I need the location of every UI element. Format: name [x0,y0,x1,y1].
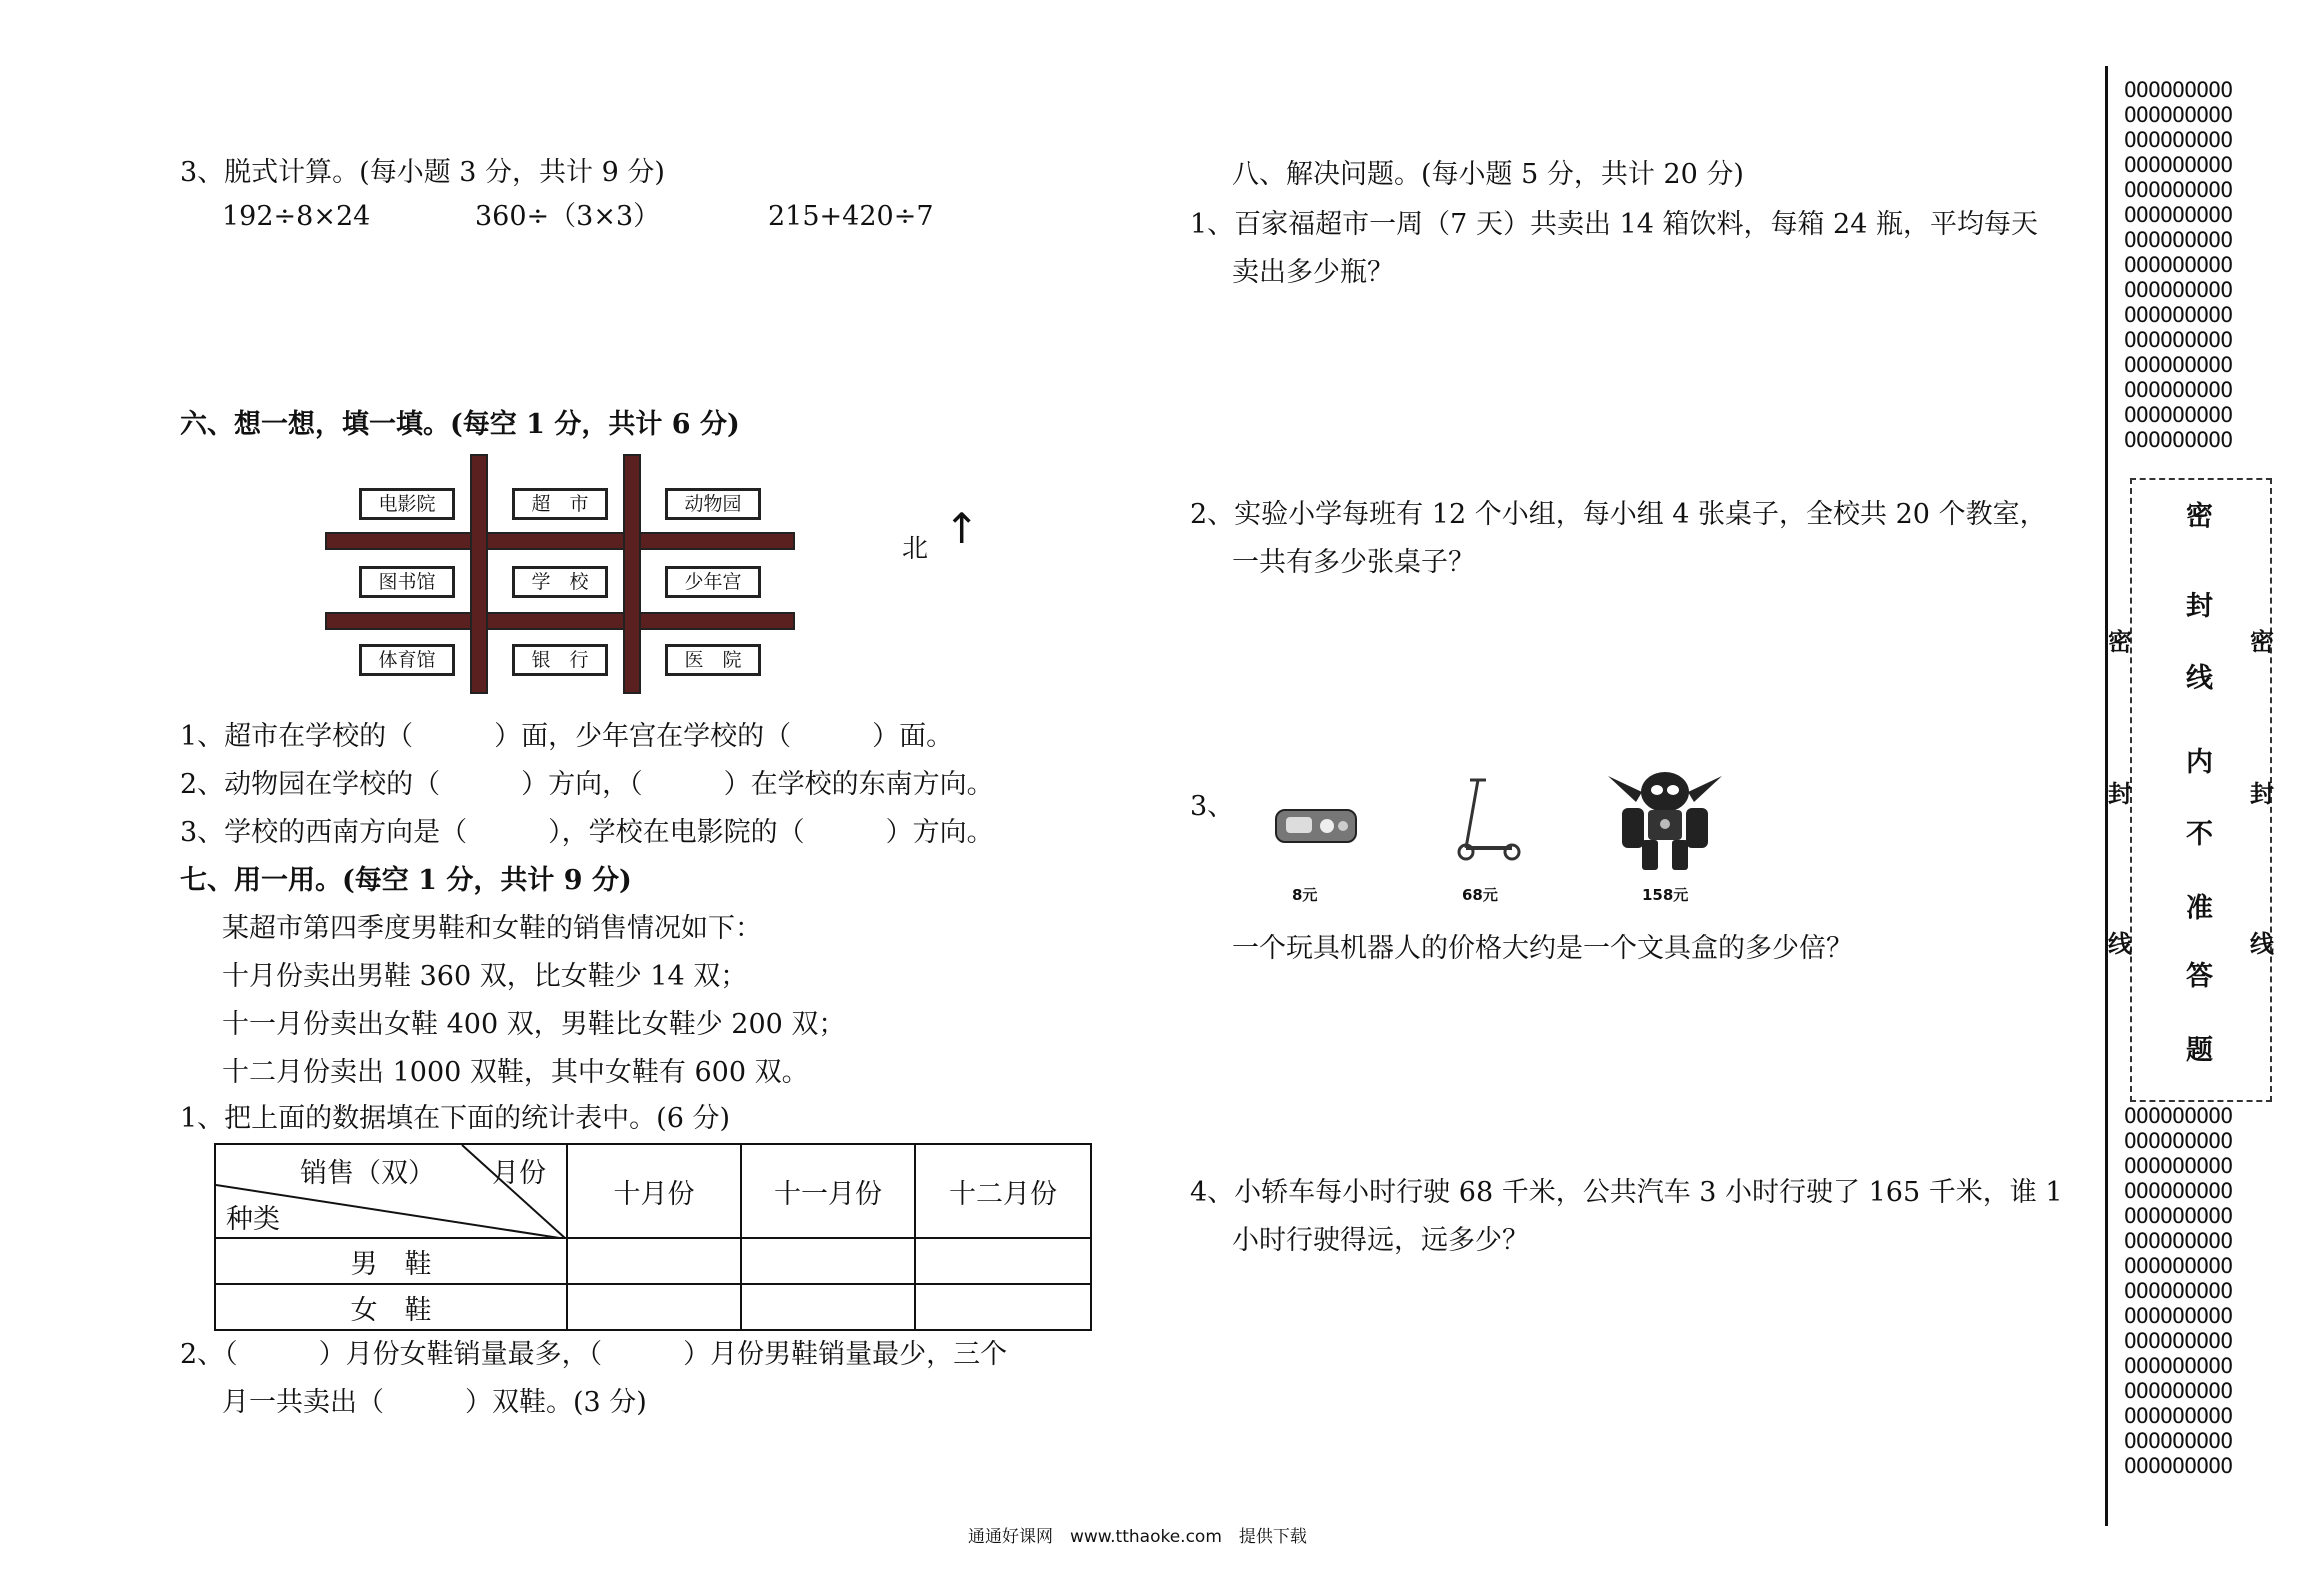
place-cinema: 电影院 [359,488,455,520]
place-zoo: 动物园 [665,488,761,520]
side-char-right: 密 [2250,628,2274,656]
s8-q4-line2: 小时行驶得远，远多少？ [1232,1225,1529,1256]
row-label-women: 女 鞋 [215,1284,567,1330]
s6-q1: 1、超市在学校的（ ）面，少年宫在学校的（ ）面。 [180,721,954,752]
section-8-title: 八、解决问题。(每小题 5 分，共计 20 分) [1232,159,1744,190]
s8-q2-line1: 2、实验小学每班有 12 个小组，每小组 4 张桌子，全校共 20 个教室， [1190,499,2047,530]
month-header: 十月份 [567,1144,741,1238]
place-library: 图书馆 [359,566,455,598]
footer-source: 通通好课网 www.tthaoke.com 提供下载 [968,1527,1307,1547]
s8-q1-line2: 卖出多少瓶？ [1232,257,1394,288]
seal-char: 线 [2186,663,2213,694]
s6-q3: 3、学校的西南方向是（ ），学校在电影院的（ ）方向。 [180,817,994,848]
place-hospital: 医 院 [665,644,761,676]
s7-line2: 十一月份卖出女鞋 400 双，男鞋比女鞋少 200 双； [222,1009,846,1040]
s8-q2-line2: 一共有多少张桌子？ [1232,547,1475,578]
side-char-left: 密 [2108,628,2132,656]
diag-month-label: 月份 [492,1158,546,1189]
s7-intro: 某超市第四季度男鞋和女鞋的销售情况如下： [222,913,762,944]
s7-line3: 十二月份卖出 1000 双鞋，其中女鞋有 600 双。 [222,1057,809,1088]
price-pencil-case: 8元 [1292,886,1318,904]
seal-char: 不 [2186,819,2213,850]
table-cell[interactable] [741,1284,915,1330]
north-label: 北 [902,534,929,564]
seal-char: 准 [2186,893,2213,924]
section-6-title: 六、想一想，填一填。(每空 1 分，共计 6 分) [180,409,740,440]
expr-2: 360÷（3×3） [475,201,661,232]
s7-q2-line1: 2、（ ）月份女鞋销量最多，（ ）月份男鞋销量最少，三个 [180,1339,1008,1370]
seal-ovals-top: OOOOOOOOO OOOOOOOOO OOOOOOOOO OOOOOOOOO OOOOOOOOO OOOOOOOOO OOOOOOOOO OOOOOOOOO OOOOOOOOO OOOOOOOOO OOOOOOOOO OOOOOOOOO OOOOOOOOO OOOOOOOOO OOOOOOOOO [2124,78,2233,452]
seal-char: 题 [2186,1035,2213,1066]
side-char-left: 线 [2108,930,2132,958]
price-robot: 158元 [1642,886,1689,904]
pencil-case-icon [1272,800,1362,850]
road-horizontal [325,532,795,550]
month-header: 十二月份 [915,1144,1091,1238]
road-vertical [623,454,641,694]
side-char-right: 线 [2250,930,2274,958]
diag-sales-label: 销售（双） [300,1158,435,1189]
table-cell[interactable] [915,1238,1091,1284]
seal-char: 答 [2186,961,2213,992]
table-cell[interactable] [741,1238,915,1284]
scooter-icon [1454,772,1524,862]
table-cell[interactable] [567,1284,741,1330]
price-scooter: 68元 [1462,886,1498,904]
s6-q2: 2、动物园在学校的（ ）方向，（ ）在学校的东南方向。 [180,769,994,800]
table-cell[interactable] [567,1238,741,1284]
side-char-right: 封 [2250,780,2274,808]
s7-q1: 1、把上面的数据填在下面的统计表中。(6 分) [180,1103,731,1134]
s7-line1: 十月份卖出男鞋 360 双，比女鞋少 14 双； [222,961,748,992]
table-cell[interactable] [915,1284,1091,1330]
north-arrow-icon: ↑ [944,504,980,553]
place-youth-palace: 少年宫 [665,566,761,598]
place-school: 学 校 [512,566,608,598]
place-supermarket: 超 市 [512,488,608,520]
road-vertical [470,454,488,694]
s8-q3-number: 3、 [1190,791,1235,822]
diag-kind-label: 种类 [226,1204,280,1235]
seal-char: 密 [2186,501,2213,532]
sales-table [214,1143,1092,1331]
seal-char: 封 [2186,591,2213,622]
expr-3: 215+420÷7 [768,201,934,232]
s8-q4-line1: 4、小轿车每小时行驶 68 千米，公共汽车 3 小时行驶了 165 千米，谁 1 [1190,1177,2063,1208]
q5-3-title: 3、脱式计算。(每小题 3 分，共计 9 分) [180,157,665,188]
s8-q3-question: 一个玩具机器人的价格大约是一个文具盒的多少倍？ [1232,933,1853,964]
seal-ovals-bottom: OOOOOOOOO OOOOOOOOO OOOOOOOOO OOOOOOOOO OOOOOOOOO OOOOOOOOO OOOOOOOOO OOOOOOOOO OOOOOOOOO OOOOOOOOO OOOOOOOOO OOOOOOOOO OOOOOOOOO OOOOOOOOO OOOOOOOOO [2124,1104,2233,1478]
place-bank: 银 行 [512,644,608,676]
side-char-left: 封 [2108,780,2132,808]
place-gym: 体育馆 [359,644,455,676]
section-7-title: 七、用一用。(每空 1 分，共计 9 分) [180,865,632,896]
month-header: 十一月份 [741,1144,915,1238]
row-label-men: 男 鞋 [215,1238,567,1284]
expr-1: 192÷8×24 [222,201,371,232]
seal-char: 内 [2186,747,2213,778]
robot-icon [1600,758,1730,876]
s8-q1-line1: 1、百家福超市一周（7 天）共卖出 14 箱饮料，每箱 24 瓶，平均每天 [1190,209,2038,240]
s7-q2-line2: 月一共卖出（ ）双鞋。(3 分) [222,1387,647,1418]
road-horizontal [325,612,795,630]
table-diagonal-header [215,1144,567,1238]
street-map [325,454,795,694]
